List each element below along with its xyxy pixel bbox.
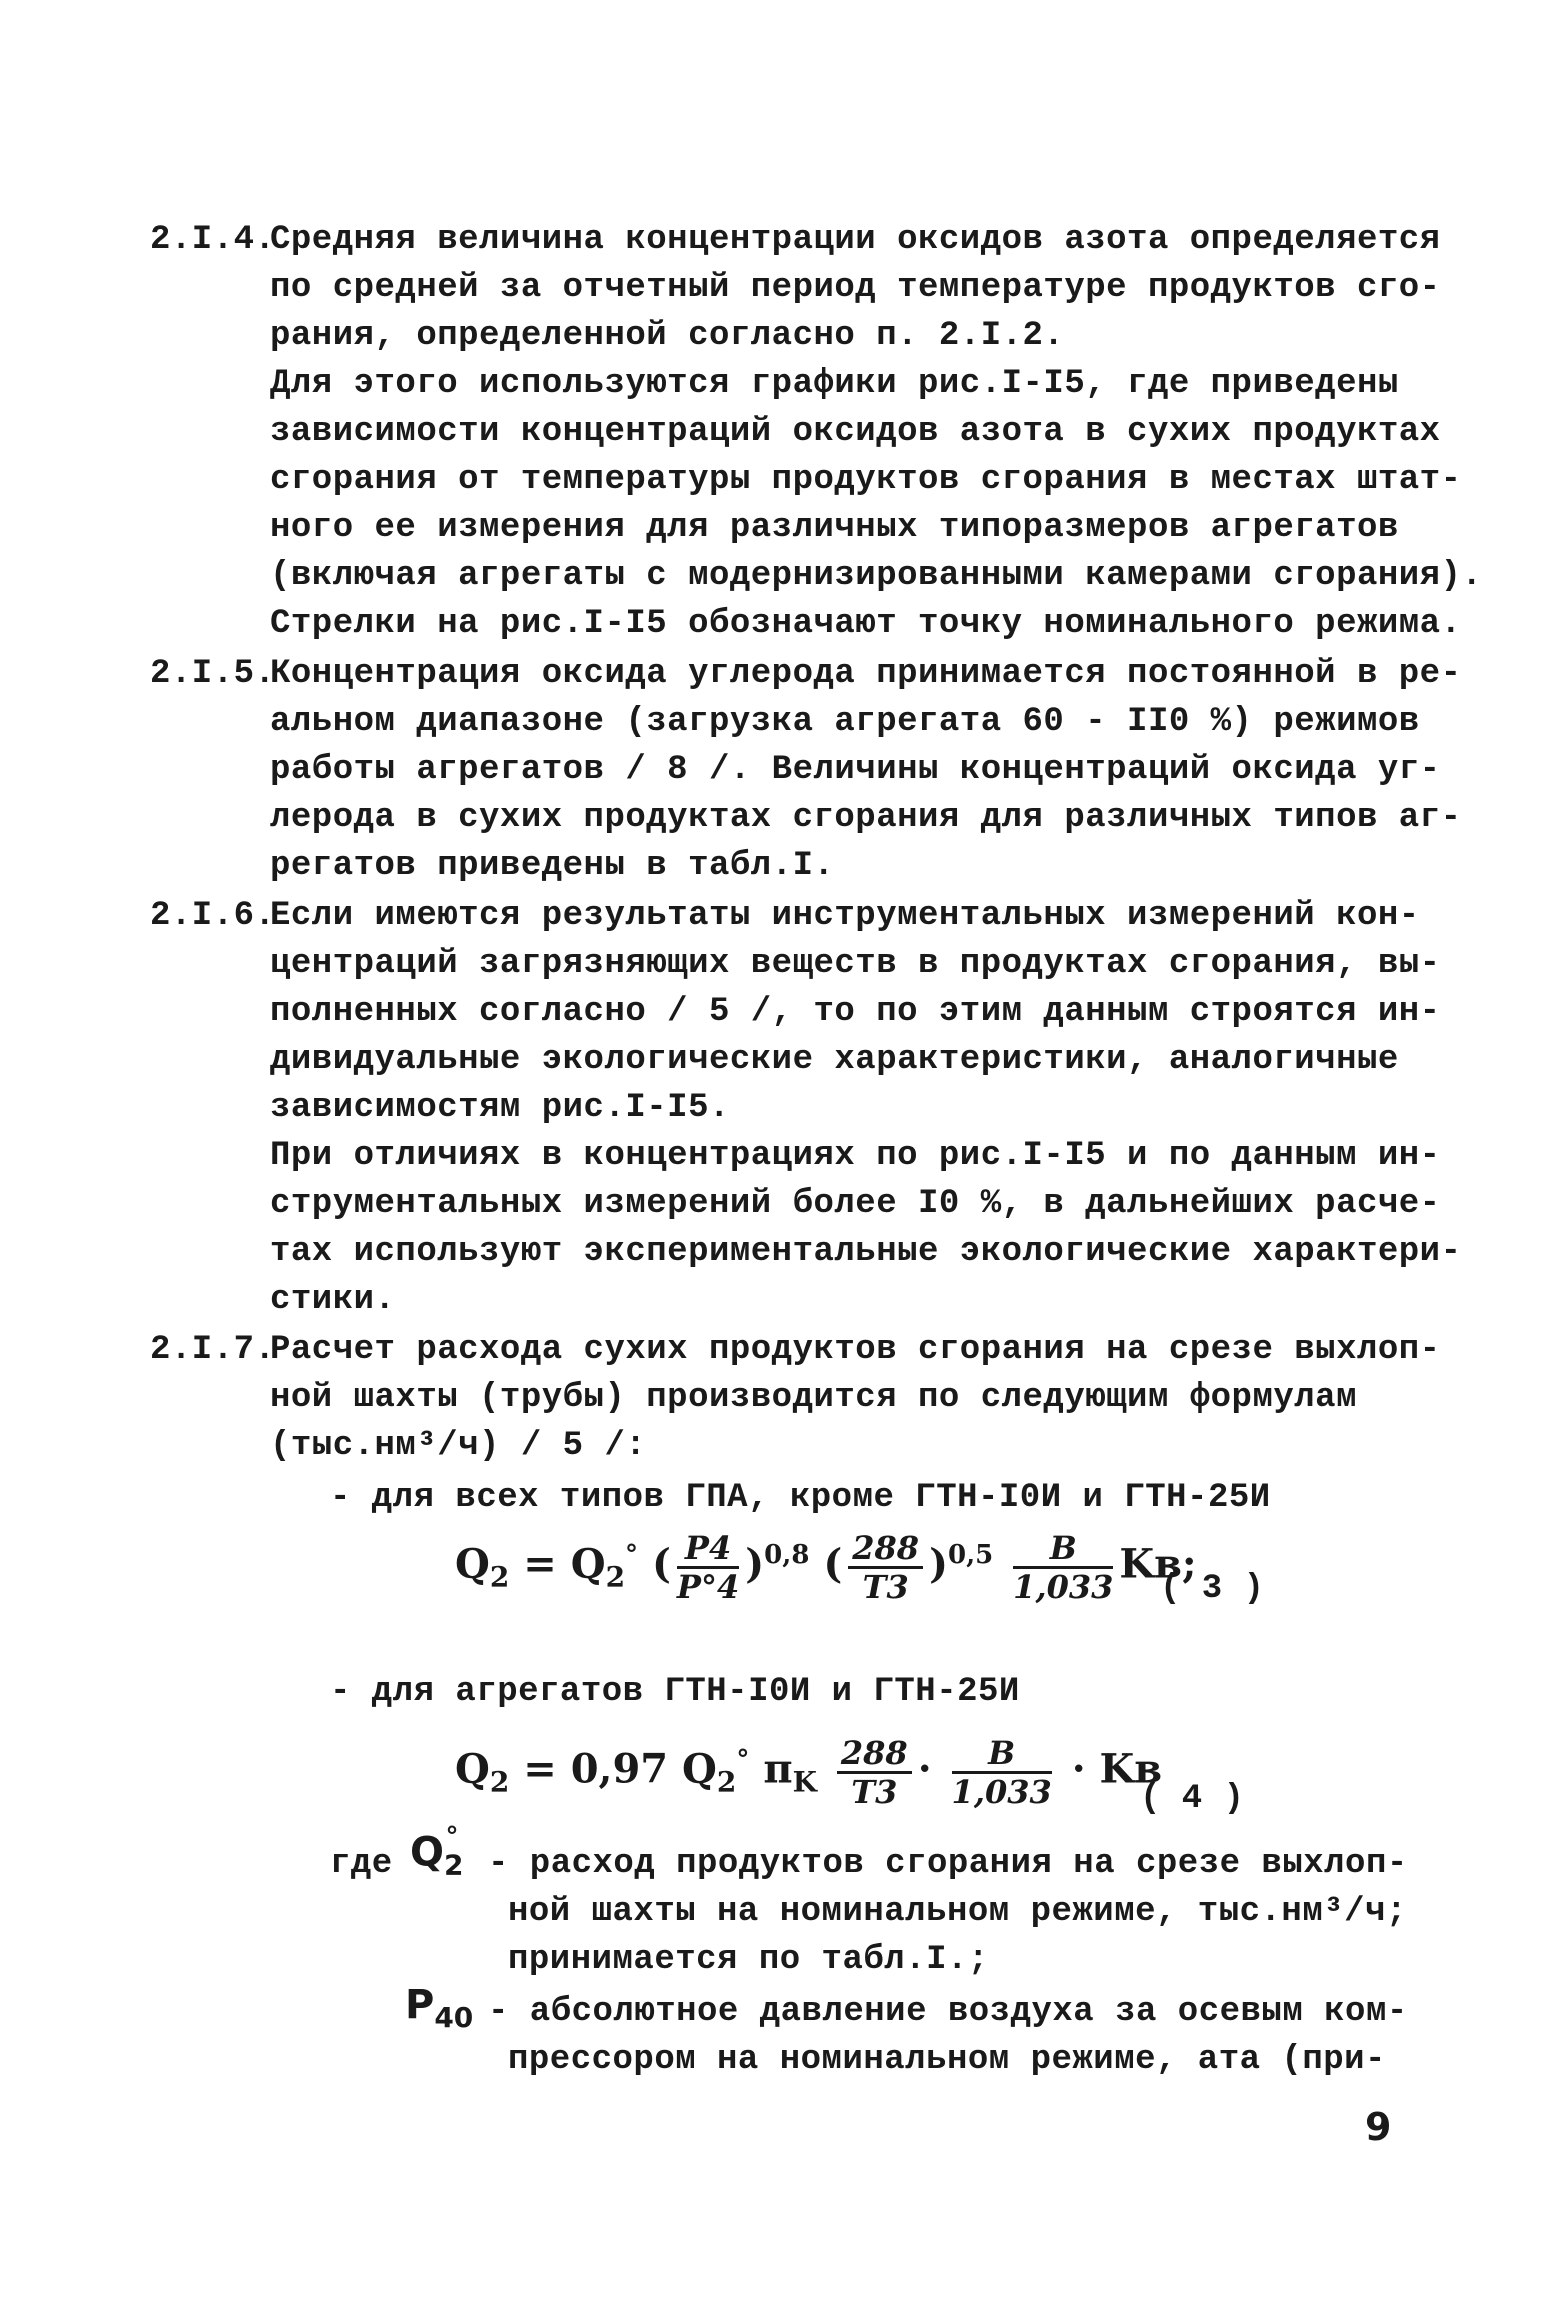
paragraph-line: Средняя величина концентрации оксидов азота определяется bbox=[270, 221, 1441, 259]
page-number: 9 bbox=[1365, 2105, 1392, 2149]
paragraph-line: сгорания от температуры продуктов сгорания в местах штат- bbox=[270, 461, 1462, 499]
paragraph-line: зависимости концентраций оксидов азота в сухих продуктах bbox=[270, 413, 1441, 451]
paragraph-line: центраций загрязняющих веществ в продуктах сгорания, вы- bbox=[270, 945, 1441, 983]
paragraph-line: по средней за отчетный период температуре продуктов сго- bbox=[270, 269, 1441, 307]
paragraph-line: работы агрегатов / 8 /. Величины концентраций оксида уг- bbox=[270, 751, 1441, 789]
paragraph-line: регатов приведены в табл.I. bbox=[270, 847, 835, 885]
paragraph-line: тах используют экспериментальные экологические характери- bbox=[270, 1233, 1462, 1271]
paragraph-line: зависимостям рис.I-I5. bbox=[270, 1089, 730, 1127]
definition-line: - расход продуктов сгорания на срезе выхлоп- bbox=[488, 1845, 1408, 1883]
paragraph-line: Для этого используются графики рис.I-I5, где приведены bbox=[270, 365, 1399, 403]
paragraph-line: дивидуальные экологические характеристики, аналогичные bbox=[270, 1041, 1399, 1079]
formula-4: $Q_2 = 0,97$ $Q_2^\circ$ $\pi_K$ $\frac{288}{T3}$ · $\frac{B}{1,033}$ · Kв bbox=[455, 1734, 1163, 1811]
formula-case-2: - для агрегатов ГТН-I0И и ГТН-25И bbox=[330, 1673, 1020, 1711]
paragraph-line: (тыс.нм³/ч) / 5 /: bbox=[270, 1427, 647, 1465]
definition-line: принимается по табл.I.; bbox=[508, 1941, 989, 1979]
formula-case-1: - для всех типов ГПА, кроме ГТН-I0И и ГТН-25И bbox=[330, 1479, 1271, 1517]
paragraph-line: стики. bbox=[270, 1281, 396, 1319]
definition-line: прессором на номинальном режиме, ата (при- bbox=[508, 2041, 1386, 2079]
paragraph-line: ной шахты (трубы) производится по следующим формулам bbox=[270, 1379, 1357, 1417]
paragraph-line: (включая агрегаты с модернизированными камерами сгорания). bbox=[270, 557, 1483, 595]
paragraph-line: лерода в сухих продуктах сгорания для различных типов аг- bbox=[270, 799, 1462, 837]
symbol-p40: $P_{40}$ bbox=[405, 1982, 474, 2034]
paragraph-line: Расчет расхода сухих продуктов сгорания на срезе выхлоп- bbox=[270, 1331, 1441, 1369]
section-number-2-1-6: 2.I.6. bbox=[150, 897, 276, 935]
paragraph-line: Концентрация оксида углерода принимается постоянной в ре- bbox=[270, 655, 1462, 693]
formula-4-label: ( 4 ) bbox=[1140, 1780, 1245, 1818]
definition-line: ной шахты на номинальном режиме, тыс.нм³/ч; bbox=[508, 1893, 1407, 1931]
paragraph-line: При отличиях в концентрациях по рис.I-I5 и по данным ин- bbox=[270, 1137, 1441, 1175]
paragraph-line: струментальных измерений более I0 %, в дальнейших расче- bbox=[270, 1185, 1441, 1223]
where-word: где bbox=[330, 1845, 393, 1883]
formula-3: $Q_2 = Q_2^\circ$ ( $\frac{P4}{P^\circ 4}$ )$^{0,8}$ ( $\frac{288}{T3}$ )$^{0,5}$ $\frac{B}{1,033}$ Kв; bbox=[455, 1529, 1197, 1606]
formula-3-label: ( 3 ) bbox=[1160, 1570, 1265, 1608]
paragraph-line: полненных согласно / 5 /, то по этим данным строятся ин- bbox=[270, 993, 1441, 1031]
definition-line: - абсолютное давление воздуха за осевым ком- bbox=[488, 1993, 1408, 2031]
symbol-q2-nominal: $Q_2^\circ$ bbox=[410, 1822, 464, 1882]
paragraph-line: альном диапазоне (загрузка агрегата 60 - II0 %) режимов bbox=[270, 703, 1420, 741]
paragraph-line: Стрелки на рис.I-I5 обозначают точку номинального режима. bbox=[270, 605, 1462, 643]
section-number-2-1-7: 2.I.7. bbox=[150, 1331, 276, 1369]
paragraph-line: рания, определенной согласно п. 2.I.2. bbox=[270, 317, 1065, 355]
section-number-2-1-5: 2.I.5. bbox=[150, 655, 276, 693]
paragraph-line: ного ее измерения для различных типоразмеров агрегатов bbox=[270, 509, 1399, 547]
section-number-2-1-4: 2.I.4. bbox=[150, 221, 276, 259]
paragraph-line: Если имеются результаты инструментальных измерений кон- bbox=[270, 897, 1420, 935]
